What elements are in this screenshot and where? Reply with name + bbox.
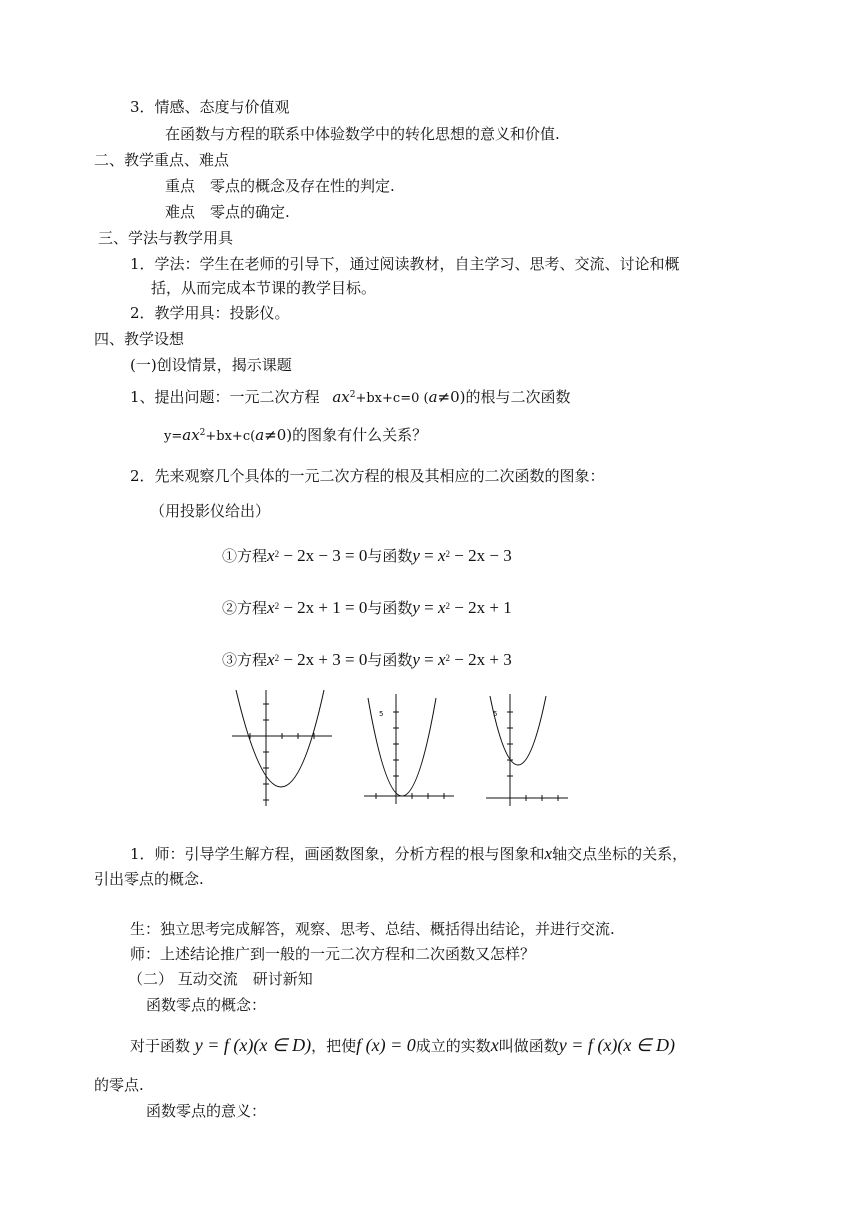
paragraph-line: 1．师：引导学生解方程，画函数图象，分析方程的根与图象和x轴交点坐标的关系，	[130, 844, 688, 863]
section-heading-design: 四、教学设想	[94, 330, 185, 348]
question-line: $y=ax^2+bx+c(a\ne 0)$的图象有什么关系？	[164, 426, 428, 444]
equation-3: ③方程$x^2 - 2x + 3 = 0$与函数$y = x^2 - 2x + 3$	[222, 650, 512, 669]
paragraph-line: 难点 零点的确定.	[165, 203, 290, 221]
subsection-heading: (一)创设情景，揭示课题	[130, 356, 292, 374]
paragraph-line: （用投影仪给出）	[150, 502, 271, 520]
section-heading-key-points: 二、教学重点、难点	[94, 151, 230, 169]
paragraph-line: 重点 零点的概念及存在性的判定.	[165, 177, 395, 195]
y-axis-label: 5	[493, 710, 498, 718]
paragraph-line: 括，从而完成本节课的教学目标。	[151, 279, 377, 297]
equation-1: ①方程$x^2 - 2x - 3 = 0$与函数$y = x^2 - 2x - 3$	[222, 546, 512, 565]
paragraph-line: 在函数与方程的联系中体验数学中的转化思想的意义和价值.	[165, 125, 560, 143]
parabola-curve	[236, 690, 324, 787]
section-heading-methods: 三、学法与教学用具	[98, 229, 234, 247]
paragraph-line: 的零点.	[94, 1076, 144, 1094]
paragraph-line: 师：上述结论推广到一般的一元二次方程和二次函数又怎样？	[130, 945, 536, 963]
paragraph-line: 引出零点的概念.	[94, 870, 204, 888]
paragraph-line: 2．先来观察几个具体的一元二次方程的根及其相应的二次函数的图象：	[130, 467, 605, 485]
parabola-graph-1	[228, 688, 338, 808]
subsection-heading: （二） 互动交流 研讨新知	[128, 970, 313, 988]
parabola-graph-3	[484, 692, 574, 807]
paragraph-line: 函数零点的概念：	[146, 996, 267, 1014]
parabola-curve	[490, 696, 546, 765]
definition-line: 对于函数 y = f (x)(x ∈ D)，把使f (x) = 0成立的实数x叫做函数y = f (x)(x ∈ D)	[130, 1035, 676, 1055]
parabola-graph-2	[362, 692, 457, 807]
section-heading-attitude: 3．情感、态度与价值观	[130, 98, 290, 116]
question-line: 1、提出问题：一元二次方程 $ax^2+bx+c=0$ (a≠0)的根与二次函数	[130, 388, 571, 406]
paragraph-line: 函数零点的意义：	[146, 1102, 267, 1120]
equation-2: ②方程$x^2 - 2x + 1 = 0$与函数$y = x^2 - 2x + 1$	[222, 598, 512, 617]
paragraph-line: 生：独立思考完成解答，观察、思考、总结、概括得出结论，并进行交流.	[130, 920, 615, 938]
y-axis-label: 5	[379, 710, 384, 718]
paragraph-line: 1．学法：学生在老师的引导下，通过阅读教材，自主学习、思考、交流、讨论和概	[130, 255, 680, 273]
paragraph-line: 2．教学用具：投影仪。	[130, 304, 290, 322]
